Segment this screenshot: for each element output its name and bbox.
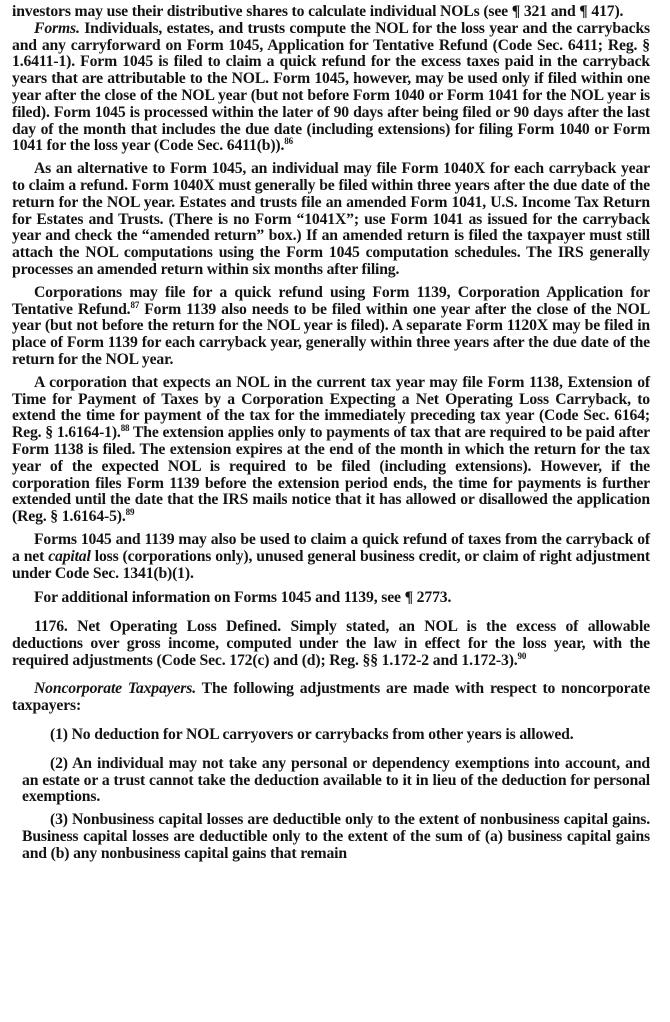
paragraph-text: The following adjustments are made with respect to noncorporate taxpayers: xyxy=(12,680,651,715)
paragraph-text-cont: Form 1139 also needs to be filed within one year after the close of the NOL year (but not before the return for the NOL year is filed). A separate Form 1120X may be filed in place of Form 1139 for each carryback year, generally within three years after the due date of the return for the NOL year. xyxy=(12,300,651,368)
paragraph-text: Corporations may file for a quick refund using Form 1139, Corporation Application for Tentative Refund. xyxy=(12,283,650,318)
run-in-heading-forms: Forms. xyxy=(34,19,80,37)
paragraph-additional-info: For additional information on Forms 1045 and 1139, see ¶ 2773. xyxy=(34,589,452,607)
paragraph-text-cont: loss (corporations only), unused general business credit, or claim of right adjustment under Code Sec. 1341(b)(1). xyxy=(12,547,650,582)
list-item-3: (3) Nonbusiness capital losses are deductible only to the extent of nonbusiness capital gains. Business capital losses are deductible only to the extent of the sum of (a) business capital gains and (b) any nonbusiness capital gains that remain xyxy=(22,811,650,862)
footnote-ref-89: 89 xyxy=(125,507,135,518)
emphasis-capital: capital xyxy=(48,547,91,565)
paragraph-text: Forms 1045 and 1139 may also be used to claim a quick refund of taxes from the carryback of a net xyxy=(12,530,650,565)
footnote-ref-87: 87 xyxy=(130,299,140,310)
section-1176 xyxy=(12,619,650,669)
section-heading-1176: 1176. Net Operating Loss Defined. xyxy=(34,618,282,636)
paragraph-form-1138 xyxy=(12,375,650,526)
footnote-ref-86: 86 xyxy=(284,136,293,147)
list-item-2: (2) An individual may not take any personal or dependency exemptions into account, and an estate or a trust cannot take the deduction available to it in lieu of the deduction for personal exemptions. xyxy=(22,754,650,806)
footnote-ref-88: 88 xyxy=(120,423,130,434)
paragraph-capital-loss xyxy=(12,532,650,582)
paragraph-noncorporate xyxy=(12,681,650,715)
paragraph-text-cont: The extension applies only to payments of tax that are required to be paid after Form 1138 is filed. The extension expires at the end of the month in which the return for the tax year of the expected NOL is required to be filed (including extensions). However, if the corporation files Form 1139 before the extension period ends, the time for payments is further extended until the date that the IRS mails notice that it has allowed or disallowed the application (Reg. § 1.6164-5). xyxy=(12,424,650,526)
paragraph-text: Individuals, estates, and trusts compute the NOL for the loss year and the carrybacks and any carryforward on Form 1045, Application for Tentative Refund (Code Sec. 6411; Reg. § 1.6411-1). Form 1045 is filed to claim a quick refund for the excess taxes paid in the carryback years that are attributable to the NOL. Form 1045, however, may be used only if filed within one year after the close of the NOL year (but not before Form 1040 or Form 1041 for the NOL year is filed). Form 1045 is processed within the later of 90 days after being filed or 90 days after the last day of the month that includes the due date (including extensions) for filing Form 1040 or Form 1041 for the loss year (Code Sec. 6411(b)). xyxy=(12,19,650,155)
paragraph-text: A corporation that expects an NOL in the current tax year may file Form 1138, Extension of Time for Payment of Taxes by a Corporation Expecting a Net Operating Loss Carryback, to extend the time for payment of the tax for the immediately preceding tax year (Code Sec. 6164; Reg. § 1.6164-1). xyxy=(12,373,650,442)
paragraph-corporations xyxy=(12,285,650,369)
footnote-ref-90: 90 xyxy=(517,650,527,661)
list-item-1: (1) No deduction for NOL carryovers or carrybacks from other years is allowed. xyxy=(50,726,574,744)
paragraph-form-1040x: As an alternative to Form 1045, an individual may file Form 1040X for each carryback year to claim a refund. Form 1040X must generally be filed within three years after the due date of the return for the NOL year. Estates and trusts file an amended Form 1041, U.S. Income Tax Return for Estates and Trusts. (There is no Form “1041X”; use Form 1041 as issued for the carryback year and check the “amended return” box.) If an amended return is filed the taxpayer must still attach the NOL computations using the Form 1045 computation schedules. The IRS generally processes an amended return within six months after filing. xyxy=(12,160,650,278)
paragraph-text: Simply stated, an NOL is the excess of allowable deductions over gross income, computed under the law in effect for the loss year, with the required adjustments (Code Sec. 172(c) and (d); Reg. §§ 1.172-2 and 1.172-3). xyxy=(12,618,650,669)
paragraph-forms xyxy=(12,21,650,155)
run-in-heading-noncorporate: Noncorporate Taxpayers. xyxy=(34,680,196,698)
paragraph-intro: investors may use their distributive shares to calculate individual NOLs (see ¶ 321 and ¶ 417). xyxy=(12,3,624,20)
